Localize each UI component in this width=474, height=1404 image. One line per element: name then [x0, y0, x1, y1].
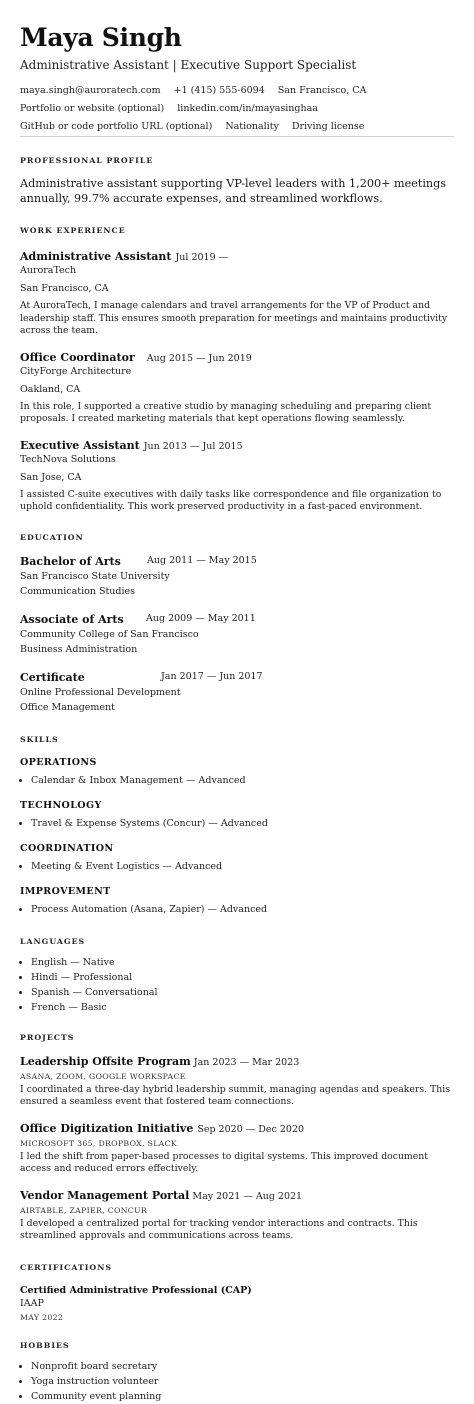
certification-issuer: IAAP: [20, 1297, 44, 1309]
job-description: At AuroraTech, I manage calendars and travel arrangements for the VP of Product and leadership staff. This ensures smooth preparation for meetings and maintains productivity across the team.: [20, 300, 448, 336]
project-entry: [20, 1189, 454, 1243]
candidate-name: Maya Singh: [20, 23, 182, 52]
contact-row-extra: [20, 120, 454, 137]
education-entry: [20, 613, 454, 657]
experience-entry: [20, 351, 454, 426]
degree-date: Aug 2009 — May 2011: [146, 612, 256, 624]
experience-entry: [20, 439, 454, 514]
section-heading-hobbies: HOBBIES: [20, 1340, 70, 1350]
experience-entry: [20, 250, 454, 338]
hobby-list: [20, 1359, 454, 1404]
certification-date: MAY 2022: [20, 1312, 64, 1322]
language-list: [20, 955, 454, 1015]
job-date: Aug 2015 — Jun 2019: [146, 352, 252, 364]
hobby-item: • Nonprofit board secretary: [31, 1359, 454, 1374]
degree-field: Business Administration: [20, 643, 138, 655]
skill-category: IMPROVEMENT: [20, 885, 111, 897]
languages-section: [20, 937, 454, 1015]
contact-portfolio[interactable]: Portfolio or website (optional): [20, 103, 165, 114]
contact-linkedin[interactable]: linkedin.com/in/mayasinghaa: [177, 103, 318, 114]
skill-item: • Meeting & Event Logistics — Advanced: [31, 859, 454, 874]
education-entry: [20, 671, 454, 715]
job-location: San Francisco, CA: [20, 283, 109, 294]
profile-section: [20, 156, 454, 206]
project-tags: AIRTABLE, ZAPIER, CONCUR: [20, 1205, 148, 1215]
certifications-section: [20, 1263, 454, 1322]
skill-item: • Calendar & Inbox Management — Advanced: [31, 773, 454, 788]
skills-section: [20, 735, 454, 917]
job-description: I assisted C-suite executives with daily tasks like correspondence and file organization to uphold confidentiality. This work preserved productivity in a fast-paced environment.: [20, 488, 442, 512]
language-item: • English — Native: [31, 955, 454, 970]
skill-category: OPERATIONS: [20, 756, 97, 768]
job-title: Executive Assistant: [20, 438, 140, 452]
section-heading-education: EDUCATION: [20, 532, 84, 542]
project-entry: [20, 1055, 454, 1109]
section-heading-languages: LANGUAGES: [20, 936, 86, 946]
projects-section: [20, 1033, 454, 1243]
contact-phone[interactable]: +1 (415) 555-6094: [173, 85, 265, 96]
degree-title: Associate of Arts: [20, 612, 124, 626]
degree-title: Certificate: [20, 670, 85, 684]
skill-list: [20, 816, 454, 831]
job-company: CityForge Architecture: [20, 365, 132, 377]
degree-school: Community College of San Francisco: [20, 628, 199, 640]
skill-list: [20, 859, 454, 874]
section-heading-projects: PROJECTS: [20, 1032, 75, 1042]
education-section: [20, 533, 454, 715]
project-entry: [20, 1122, 454, 1176]
job-description: In this role, I supported a creative studio by managing scheduling and preparing client proposals. I created marketing materials that kept operations flowing seamlessly.: [20, 400, 432, 424]
project-description: I developed a centralized portal for tracking vendor interactions and contracts. This streamlined approvals and communications across teams.: [20, 1217, 418, 1241]
experience-section: [20, 226, 454, 514]
skill-item: • Process Automation (Asana, Zapier) — Advanced: [31, 902, 454, 917]
language-item: • Spanish — Conversational: [31, 985, 454, 1000]
job-date: Jul 2019 —: [175, 252, 229, 263]
degree-school: Online Professional Development: [20, 686, 181, 698]
degree-title: Bachelor of Arts: [20, 554, 121, 568]
degree-field: Communication Studies: [20, 585, 136, 597]
degree-date: Aug 2011 — May 2015: [147, 554, 257, 566]
contact-row-links: [20, 102, 454, 116]
job-company: AuroraTech: [20, 265, 77, 276]
section-heading-skills: SKILLS: [20, 734, 59, 744]
hobby-item: • Community event planning: [31, 1389, 454, 1404]
contact-driving-license: Driving license: [291, 121, 365, 132]
job-company: TechNova Solutions: [20, 453, 116, 465]
job-title: Administrative Assistant: [20, 250, 172, 263]
project-title: Vendor Management Portal: [20, 1188, 190, 1202]
hobbies-section: [20, 1341, 454, 1404]
project-date: Jan 2023 — Mar 2023: [193, 1056, 300, 1068]
contact-email[interactable]: maya.singh@auroratech.com: [20, 85, 161, 96]
skill-list: [20, 902, 454, 917]
contact-github[interactable]: GitHub or code portfolio URL (optional): [20, 121, 213, 132]
skill-list: [20, 773, 454, 788]
project-title: Office Digitization Initiative: [20, 1121, 194, 1135]
candidate-subtitle: Administrative Assistant | Executive Support Specialist: [20, 58, 357, 72]
hobby-item: • Yoga instruction volunteer: [31, 1374, 454, 1389]
project-tags: MICROSOFT 365, DROPBOX, SLACK: [20, 1138, 177, 1148]
language-item: • Hindi — Professional: [31, 970, 454, 985]
section-heading-profile: PROFESSIONAL PROFILE: [20, 156, 154, 165]
contact-row-primary: [20, 84, 454, 98]
project-description: I coordinated a three-day hybrid leadership summit, managing agendas and speakers. This ensured a seamless event that fostered team connections.: [20, 1083, 450, 1107]
job-location: San Jose, CA: [20, 471, 82, 483]
project-tags: ASANA, ZOOM, GOOGLE WORKSPACE: [20, 1071, 186, 1081]
language-item: • French — Basic: [31, 1000, 454, 1015]
job-location: Oakland, CA: [20, 383, 81, 395]
degree-field: Office Management: [20, 701, 115, 713]
certification-name: Certified Administrative Professional (CAP): [20, 1284, 252, 1296]
job-title: Office Coordinator: [20, 350, 135, 364]
section-heading-experience: WORK EXPERIENCE: [20, 226, 126, 235]
job-date: Jun 2013 — Jul 2015: [143, 440, 243, 452]
skill-item: • Travel & Expense Systems (Concur) — Advanced: [31, 816, 454, 831]
education-entry: [20, 555, 454, 599]
degree-date: Jan 2017 — Jun 2017: [161, 670, 263, 682]
skill-category: TECHNOLOGY: [20, 799, 102, 811]
section-heading-certifications: CERTIFICATIONS: [20, 1262, 112, 1272]
degree-school: San Francisco State University: [20, 570, 170, 582]
project-date: Sep 2020 — Dec 2020: [197, 1123, 305, 1135]
project-date: May 2021 — Aug 2021: [192, 1190, 303, 1202]
contact-location: San Francisco, CA: [277, 85, 367, 96]
profile-summary: Administrative assistant supporting VP-level leaders with 1,200+ meetings annually, 99.7% accurate expenses, and streamlined workflows.: [20, 177, 447, 205]
project-description: I led the shift from paper-based processes to digital systems. This improved document access and reduced errors effectively.: [20, 1150, 428, 1174]
project-title: Leadership Offsite Program: [20, 1054, 191, 1068]
contact-nationality: Nationality: [225, 121, 279, 132]
skill-category: COORDINATION: [20, 842, 114, 854]
